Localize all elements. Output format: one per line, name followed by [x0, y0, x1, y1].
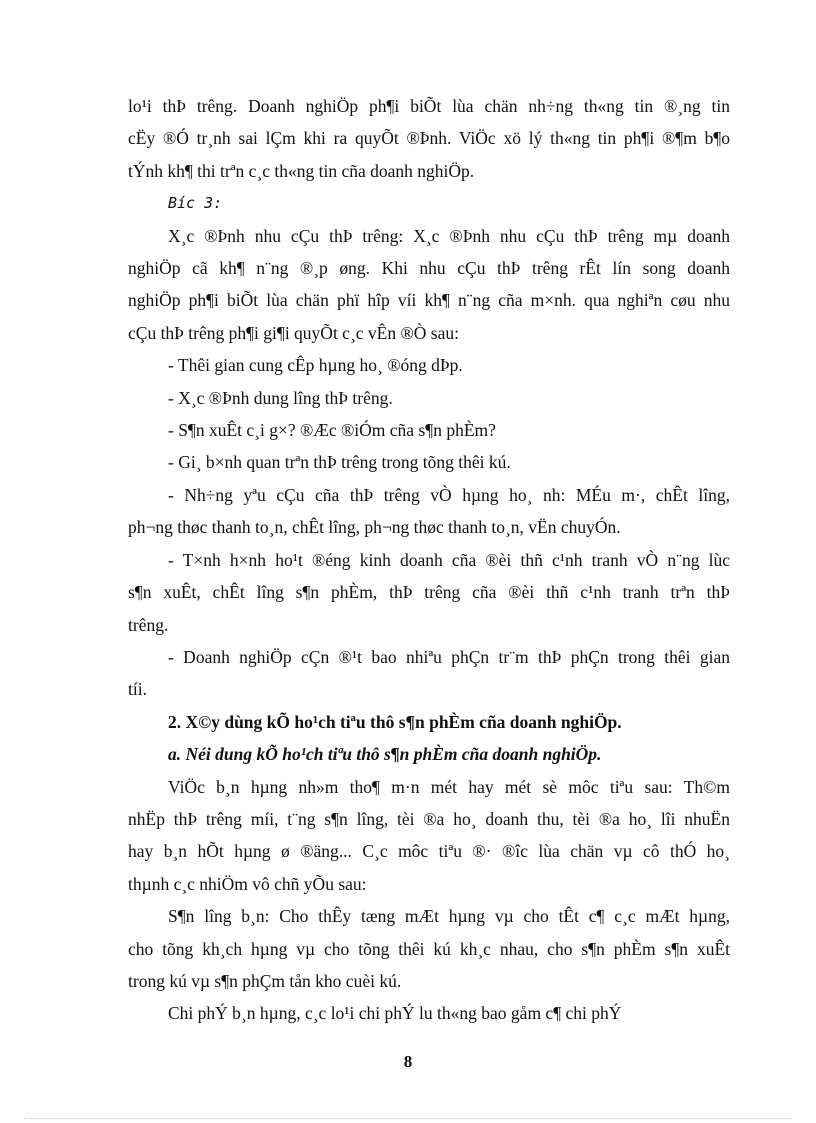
text-line: nghiÖp ph¶i biÕt lùa chän phï hîp víi kh¶ n¨ng cña m×nh. qua nghiªn cøu nhu	[128, 290, 730, 311]
text-line: - T×nh h×nh ho¹t ®éng kinh doanh cña ®èi thñ c¹nh tranh vÒ n¨ng lùc	[168, 549, 730, 570]
text-line: - Thêi gian cung cÊp hµng ho¸ ®óng dÞp.	[168, 355, 463, 376]
text-line: tíi.	[128, 679, 147, 700]
text-line: - X¸c ®Þnh dung lîng thÞ trêng.	[168, 387, 393, 408]
text-line: s¶n xuÊt, chÊt lîng s¶n phÈm, thÞ trêng cña ®èi thñ c¹nh tranh trªn thÞ	[128, 582, 730, 603]
text-line: ViÖc b¸n hµng nh»m tho¶ m·n mét hay mét sè môc tiªu sau: Th©m	[168, 776, 730, 797]
text-line: trêng.	[128, 614, 169, 635]
page-number: 8	[403, 1052, 413, 1071]
text-line: nghiÖp cã kh¶ n¨ng ®¸p øng. Khi nhu cÇu thÞ trêng rÊt lín song doanh	[128, 258, 730, 279]
footer-divider	[24, 1118, 792, 1119]
text-line: thµnh c¸c nhiÖm vô chñ yÕu sau:	[128, 873, 367, 894]
text-line: trong kú vµ s¶n phÇm tån kho cuèi kú.	[128, 970, 402, 991]
text-line: cÇu thÞ trêng ph¶i gi¶i quyÕt c¸c vÊn ®Ò sau:	[128, 322, 459, 343]
text-line: - Gi¸ b×nh quan trªn thÞ trêng trong tõng thêi kú.	[168, 452, 511, 473]
text-line: a. Néi dung kÕ ho¹ch tiªu thô s¶n phÈm cña doanh nghiÖp.	[168, 744, 602, 765]
text-line: tÝnh kh¶ thi trªn c¸c th«ng tin cña doanh nghiÖp.	[128, 160, 475, 181]
text-line: Bíc 3:	[168, 194, 223, 213]
text-line: - Doanh nghiÖp cÇn ®¹t bao nhiªu phÇn tr¨m thÞ phÇn trong thêi gian	[168, 646, 730, 667]
text-line: 2. X©y dùng kÕ ho¹ch tiªu thô s¶n phÈm cña doanh nghiÖp.	[168, 711, 622, 732]
text-line: S¶n lîng b¸n: Cho thÊy tæng mÆt hµng vµ cho tÊt c¶ c¸c mÆt hµng,	[168, 906, 730, 927]
text-line: ph¬ng thøc thanh to¸n, chÊt lîng, ph¬ng thøc thanh to¸n, vËn chuyÓn.	[128, 517, 621, 538]
text-line: nhËp thÞ trêng míi, t¨ng s¶n lîng, tèi ®a ho¸ doanh thu, tèi ®a ho¸ lîi nhuËn	[128, 808, 730, 829]
text-line: - S¶n xuÊt c¸i g×? ®Æc ®iÓm cña s¶n phÈm?	[168, 420, 496, 441]
text-line: - Nh÷ng yªu cÇu cña thÞ trêng vÒ hµng ho¸ nh: MÉu m·, chÊt lîng,	[168, 484, 730, 505]
text-line: X¸c ®Þnh nhu cÇu thÞ trêng: X¸c ®Þnh nhu cÇu thÞ trêng mµ doanh	[168, 225, 730, 246]
text-line: cËy ®Ó tr¸nh sai lÇm khi ra quyÕt ®Þnh. ViÖc xö lý th«ng tin ph¶i ®¶m b¶o	[128, 128, 730, 149]
text-line: hay b¸n hÕt hµng ø ®äng... C¸c môc tiªu ®· ®îc lùa chän vµ cô thÓ ho¸	[128, 841, 730, 862]
text-line: Chi phÝ b¸n hµng, c¸c lo¹i chi phÝ lu th«ng bao gåm c¶ chi phÝ	[168, 1003, 622, 1024]
body-text	[128, 90, 730, 1030]
text-line: lo¹i thÞ trêng. Doanh nghiÖp ph¶i biÕt lùa chän nh÷ng th«ng tin ®¸ng tin	[128, 96, 730, 116]
text-line: cho tõng kh¸ch hµng vµ cho tõng thêi kú kh¸c nhau, cho s¶n phÈm s¶n xuÊt	[128, 938, 730, 959]
